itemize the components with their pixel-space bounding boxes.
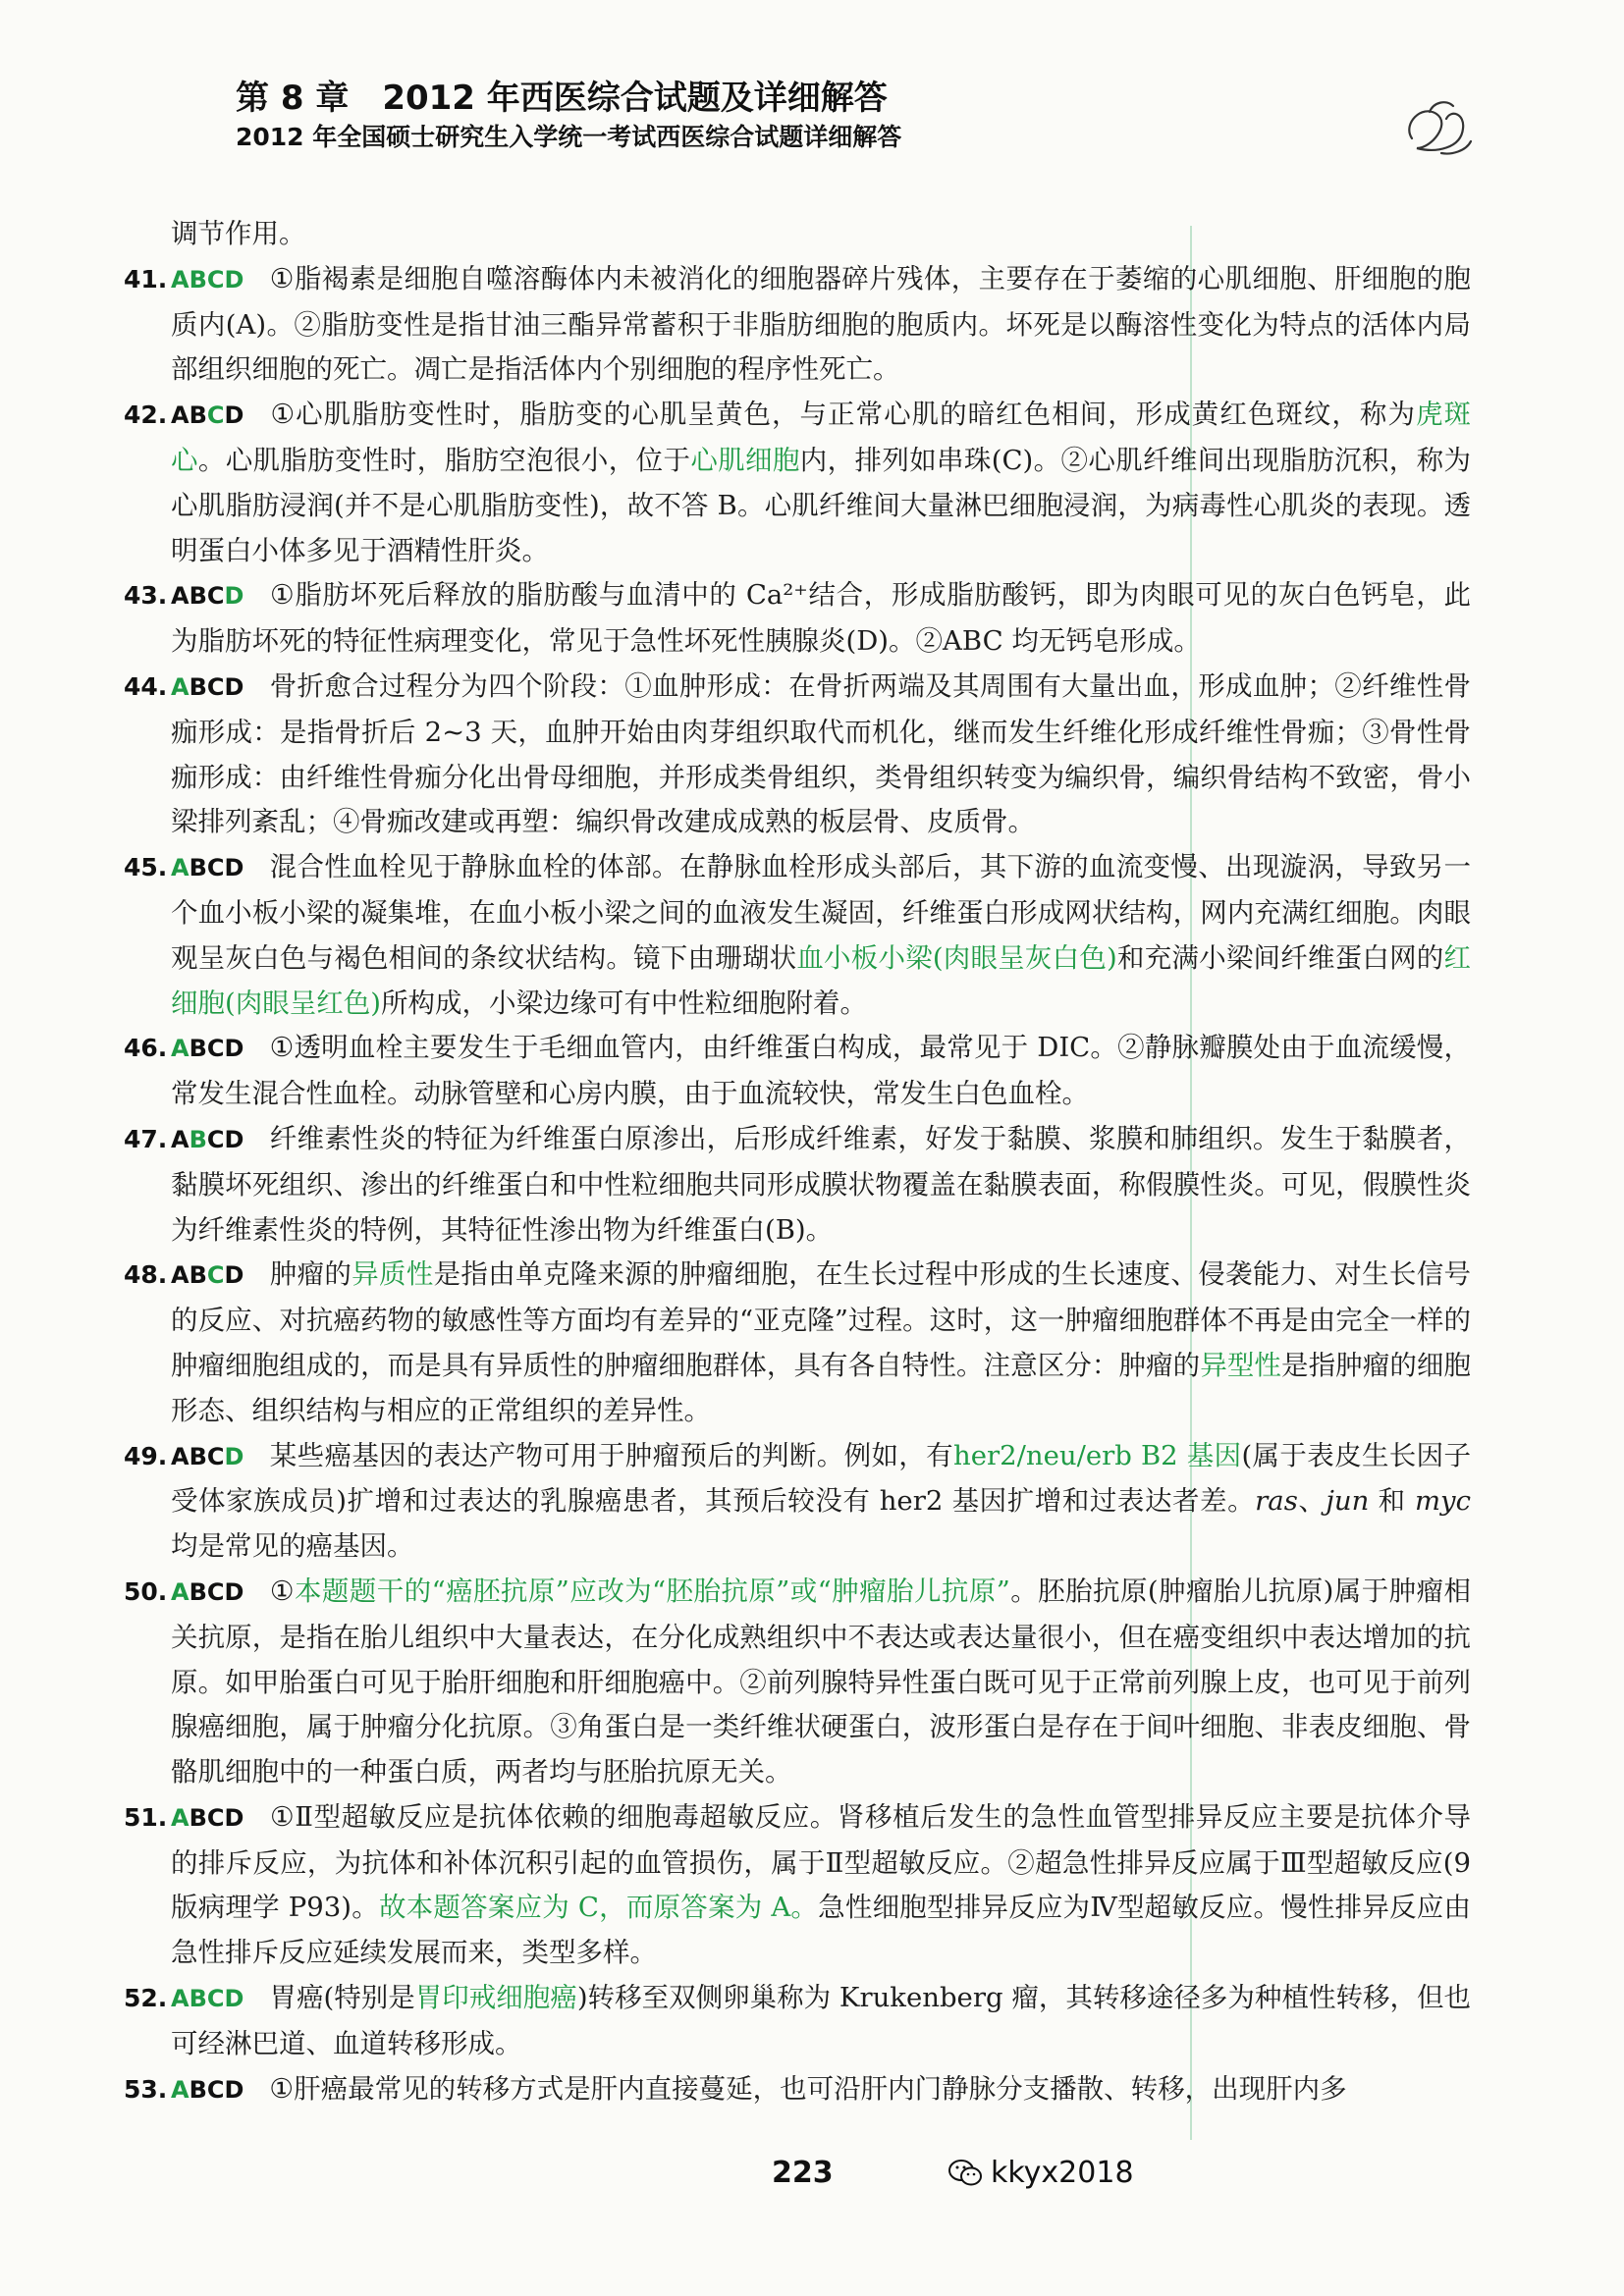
question-number: 44.: [124, 671, 168, 701]
correct-option: D: [224, 1985, 244, 2013]
explanation-text: 骨折愈合过程分为四个阶段：①血肿形成：在骨折两端及其周围有大量出血，形成血肿；②纤维性骨痂形成：是指骨折后 2~3 天，血肿开始由肉芽组织取代而机化，继而发生纤维化形成纤维性骨痂；③骨性骨痂形成：由纤维性骨痂分化出骨母细胞，并形成类骨组织，类骨组织转变为编织骨，编织骨结构不致密，骨小梁排列紊乱；④骨痂改建或再塑：编织骨改建成成熟的板层骨、皮质骨。: [171, 669, 1471, 838]
option-letter: B: [189, 1261, 207, 1290]
option-letter: B: [189, 2075, 207, 2104]
option-letter: D: [224, 854, 244, 882]
highlighted-text: 异型性: [1200, 1349, 1281, 1381]
explanation-text: (属于表皮生长因子受体家族成员)扩增和过表达的乳腺癌患者，其预后较没有 her2 基因扩增和过表达者差。: [171, 1439, 1471, 1518]
option-letter: C: [206, 672, 225, 701]
page-header: [236, 77, 901, 155]
answer-item: [124, 573, 1471, 665]
correct-option: A: [171, 854, 189, 882]
correct-option: A: [171, 1803, 189, 1832]
explanation-text: 纤维素性炎的特征为纤维蛋白原渗出，后形成纤维素，好发于黏膜、浆膜和肺组织。发生于黏膜者，黏膜坏死组织、渗出的纤维蛋白和中性粒细胞共同形成膜状物覆盖在黏膜表面，称假膜性炎。可见，假膜性炎为纤维素性炎的特例，其特征性渗出物为纤维蛋白(B)。: [171, 1122, 1471, 1246]
correct-option: C: [206, 1985, 225, 2013]
explanation-text: ①透明血栓主要发生于毛细血管内，由纤维蛋白构成，最常见于 DIC。②静脉瓣膜处由于血流缓慢，常发生混合性血栓。动脉管壁和心房内膜，由于血流较快，常发生白色血栓。: [171, 1032, 1471, 1110]
question-number: 46.: [124, 1034, 168, 1063]
answer-options: [171, 1804, 244, 1832]
correct-option: A: [171, 1577, 189, 1606]
answer-item: [124, 1434, 1471, 1570]
explanation-text: ①脂褐素是细胞自噬溶酶体内未被消化的细胞器碎片残体，主要存在于萎缩的心肌细胞、肝细胞的胞质内(A)。②脂肪变性是指甘油三酯异常蓄积于非脂肪细胞的胞质内。坏死是以酶溶性变化为特点的活体内局部组织细胞的死亡。凋亡是指活体内个别细胞的程序性死亡。: [171, 262, 1471, 386]
option-letter: B: [189, 1577, 207, 1606]
highlighted-text: 异质性: [352, 1258, 434, 1291]
highlighted-text: 血小板小梁(肉眼呈灰白色): [796, 941, 1117, 974]
answer-options: [171, 1261, 244, 1289]
answer-item: [124, 1570, 1471, 1795]
answer-options: [171, 401, 244, 429]
question-number: 42.: [124, 400, 168, 430]
page-number: 223: [772, 2156, 834, 2190]
option-letter: C: [206, 1803, 225, 1832]
answer-options: [171, 854, 244, 881]
handwritten-mark: [1392, 94, 1481, 173]
option-letter: B: [189, 854, 207, 882]
answer-options: [171, 1126, 244, 1153]
explanation-text: 、: [1297, 1485, 1326, 1518]
question-number: 45.: [124, 853, 168, 882]
answer-options: [171, 2076, 244, 2104]
option-letter: A: [171, 401, 189, 430]
explanation-text: 某些癌基因的表达产物可用于肿瘤预后的判断。例如，有: [269, 1439, 953, 1471]
explanation-text: ①脂肪坏死后释放的脂肪酸与血清中的 Ca²⁺结合，形成脂肪酸钙，即为肉眼可见的灰白色钙皂，此为脂肪坏死的特征性病理变化，常见于急性坏死性胰腺炎(D)。②ABC 均无钙皂形成。: [171, 579, 1471, 658]
answer-item: [124, 665, 1471, 845]
option-letter: D: [224, 1803, 244, 1832]
option-letter: D: [224, 401, 244, 430]
answer-options: [171, 1035, 244, 1062]
option-letter: D: [224, 1261, 244, 1290]
option-letter: D: [224, 2075, 244, 2104]
question-number: 53.: [124, 2074, 168, 2104]
correct-option: B: [189, 1985, 207, 2013]
answer-body: [124, 212, 1471, 2112]
italic-gene-name: jun: [1326, 1485, 1370, 1518]
correct-option: D: [224, 1442, 244, 1470]
highlighted-text: 本题题干的“癌胚抗原”应改为“胚胎抗原”或“肿瘤胎儿抗原”: [294, 1575, 1010, 1607]
explanation-text: 均是常见的癌基因。: [171, 1530, 414, 1563]
explanation-text: 。胚胎抗原(肿瘤胎儿抗原)属于肿瘤相关抗原，是指在胎儿组织中大量表达，在分化成熟组织中不表达或表达量很小，但在癌变组织中表达增加的抗原。如甲胎蛋白可见于胎肝细胞和肝细胞癌中。②前列腺特异性蛋白既可见于正常前列腺上皮，也可见于前列腺癌细胞，属于肿瘤分化抗原。③角蛋白是一类纤维状硬蛋白，波形蛋白是存在于间叶细胞、非表皮细胞、骨骼肌细胞中的一种蛋白质，两者均与胚胎抗原无关。: [171, 1575, 1471, 1789]
answer-options: [171, 1985, 244, 2012]
question-number: 41.: [124, 264, 168, 294]
highlighted-text: 心肌细胞: [690, 444, 800, 476]
answer-item: [124, 393, 1471, 573]
correct-option: A: [171, 672, 189, 701]
option-letter: A: [171, 582, 189, 611]
question-number: 52.: [124, 1984, 168, 2013]
continued-text: 调节作用。: [171, 218, 306, 249]
option-letter: A: [171, 1442, 189, 1470]
explanation-text: 急性细胞型排异反应为Ⅳ型超敏反应。慢性排异反应由急性排斥反应延续发展而来，类型多样。: [171, 1892, 1471, 1969]
option-letter: A: [171, 1125, 189, 1153]
explanation-text: 是指肿瘤的细胞形态、组织结构与相应的正常组织的差异性。: [171, 1349, 1472, 1426]
correct-option: B: [189, 1125, 207, 1153]
question-number: 51.: [124, 1802, 168, 1832]
correct-option: D: [224, 582, 244, 611]
wechat-icon: [947, 2158, 983, 2189]
brand-text: kkyx2018: [991, 2156, 1134, 2190]
option-letter: B: [189, 401, 207, 430]
option-letter: B: [189, 1035, 207, 1063]
question-number: 49.: [124, 1441, 168, 1470]
correct-option: D: [224, 265, 244, 294]
explanation-text: ①Ⅱ型超敏反应是抗体依赖的细胞毒超敏反应。肾移植后发生的急性血管型排异反应主要是抗体介导的排斥反应，为抗体和补体沉积引起的血管损伤，属于Ⅱ型超敏反应。②超急性排异反应属于Ⅲ型超敏反应(9 版病理学 P93)。: [171, 1800, 1471, 1924]
option-letter: C: [206, 1442, 225, 1470]
answer-item: [124, 1117, 1471, 1253]
answer-item: [124, 845, 1471, 1026]
highlighted-text: 胃印戒细胞癌: [414, 1982, 577, 2014]
explanation-text: 肿瘤的: [269, 1258, 352, 1291]
answer-item: [124, 257, 1471, 393]
explanation-text: 是指由单克隆来源的肿瘤细胞，在生长过程中形成的生长速度、侵袭能力、对生长信号的反应、对抗癌药物的敏感性等方面均有差异的“亚克隆”过程。这时，这一肿瘤细胞群体不再是由完全一样的肿瘤细胞组成的，而是具有异质性的肿瘤细胞群体，具有各自特性。注意区分：肿瘤的: [171, 1258, 1472, 1381]
answer-item: [124, 1795, 1471, 1976]
correct-option: C: [206, 265, 225, 294]
option-letter: D: [224, 1125, 244, 1153]
correct-option: C: [206, 401, 225, 430]
option-letter: C: [206, 854, 225, 882]
option-letter: C: [206, 2075, 225, 2104]
brand-mark: [947, 2156, 1134, 2190]
option-letter: D: [224, 1035, 244, 1063]
highlighted-text: 红细胞(肉眼呈红色): [171, 941, 1471, 1019]
answer-item: [124, 1026, 1471, 1117]
correct-option: A: [171, 1035, 189, 1063]
question-number: 43.: [124, 581, 168, 611]
answer-options: [171, 582, 244, 610]
italic-gene-name: myc: [1414, 1485, 1471, 1518]
option-letter: C: [206, 582, 225, 611]
option-letter: B: [189, 1803, 207, 1832]
option-letter: C: [206, 1035, 225, 1063]
explanation-text: )转移至双侧卵巢称为 Krukenberg 瘤，其转移途径多为种植性转移，但也可经淋巴道、血道转移形成。: [171, 1982, 1472, 2059]
explanation-text: 和充满小梁间纤维蛋白网的: [1116, 941, 1444, 974]
explanation-text: 胃癌(特别是: [269, 1982, 415, 2014]
highlighted-text: 故本题答案应为 C，而原答案为 A。: [378, 1892, 819, 1924]
correct-option: A: [171, 265, 189, 294]
question-number: 47.: [124, 1124, 168, 1153]
answer-item: [124, 1976, 1471, 2067]
question-number: 48.: [124, 1260, 168, 1290]
correct-option: C: [206, 1261, 225, 1290]
answer-item: [124, 2067, 1471, 2113]
question-number: 50.: [124, 1576, 168, 1606]
correct-option: A: [171, 1985, 189, 2013]
explanation-text: ①肝癌最常见的转移方式是肝内直接蔓延，也可沿肝内门静脉分支播散、转移，出现肝内多: [269, 2072, 1347, 2105]
answer-item: [124, 1253, 1471, 1433]
answer-options: [171, 673, 244, 701]
answer-options: [171, 1578, 244, 1606]
option-letter: B: [189, 672, 207, 701]
answer-options: [171, 266, 244, 294]
option-letter: A: [171, 1261, 189, 1290]
option-letter: B: [189, 582, 207, 611]
chapter-title: 第 8 章 2012 年西医综合试题及详细解答: [236, 79, 888, 118]
explanation-text: 。心肌脂肪变性时，脂肪空泡很小，位于: [197, 444, 691, 476]
explanation-text: 混合性血栓见于静脉血栓的体部。在静脉血栓形成头部后，其下游的血流变慢、出现漩涡，导致另一个血小板小梁的凝集堆，在血小板小梁之间的血液发生凝固，纤维蛋白形成网状结构，网内充满红细胞。肉眼观呈灰白色与褐色相间的条纹状结构。镜下由珊瑚状: [171, 851, 1471, 974]
option-letter: B: [189, 1442, 207, 1470]
italic-gene-name: ras: [1255, 1485, 1298, 1518]
option-letter: D: [224, 1577, 244, 1606]
highlighted-text: her2/neu/erb B2 基因: [953, 1439, 1242, 1471]
explanation-text: ①: [269, 1575, 295, 1607]
option-letter: C: [206, 1577, 225, 1606]
explanation-text: ①心肌脂肪变性时，脂肪变的心肌呈黄色，与正常心肌的暗红色相间，形成黄红色斑纹，称为: [269, 399, 1416, 431]
explanation-text: 内，排列如串珠(C)。②心肌纤维间出现脂肪沉积，称为心肌脂肪浸润(并不是心肌脂肪变性)，故不答 B。心肌纤维间大量淋巴细胞浸润，为病毒性心肌炎的表现。透明蛋白小体多见于酒精性肝炎。: [171, 444, 1472, 566]
answer-list: [124, 257, 1471, 2113]
correct-option: B: [189, 265, 207, 294]
option-letter: C: [206, 1125, 225, 1153]
highlighted-text: 虎斑心: [171, 399, 1472, 476]
answer-options: [171, 1443, 244, 1470]
correct-option: A: [171, 2075, 189, 2104]
option-letter: D: [224, 672, 244, 701]
explanation-text: 所构成，小梁边缘可有中性粒细胞附着。: [380, 987, 867, 1019]
explanation-text: 和: [1369, 1485, 1415, 1518]
section-subtitle: 2012 年全国硕士研究生入学统一考试西医综合试题详细解答: [236, 123, 902, 151]
